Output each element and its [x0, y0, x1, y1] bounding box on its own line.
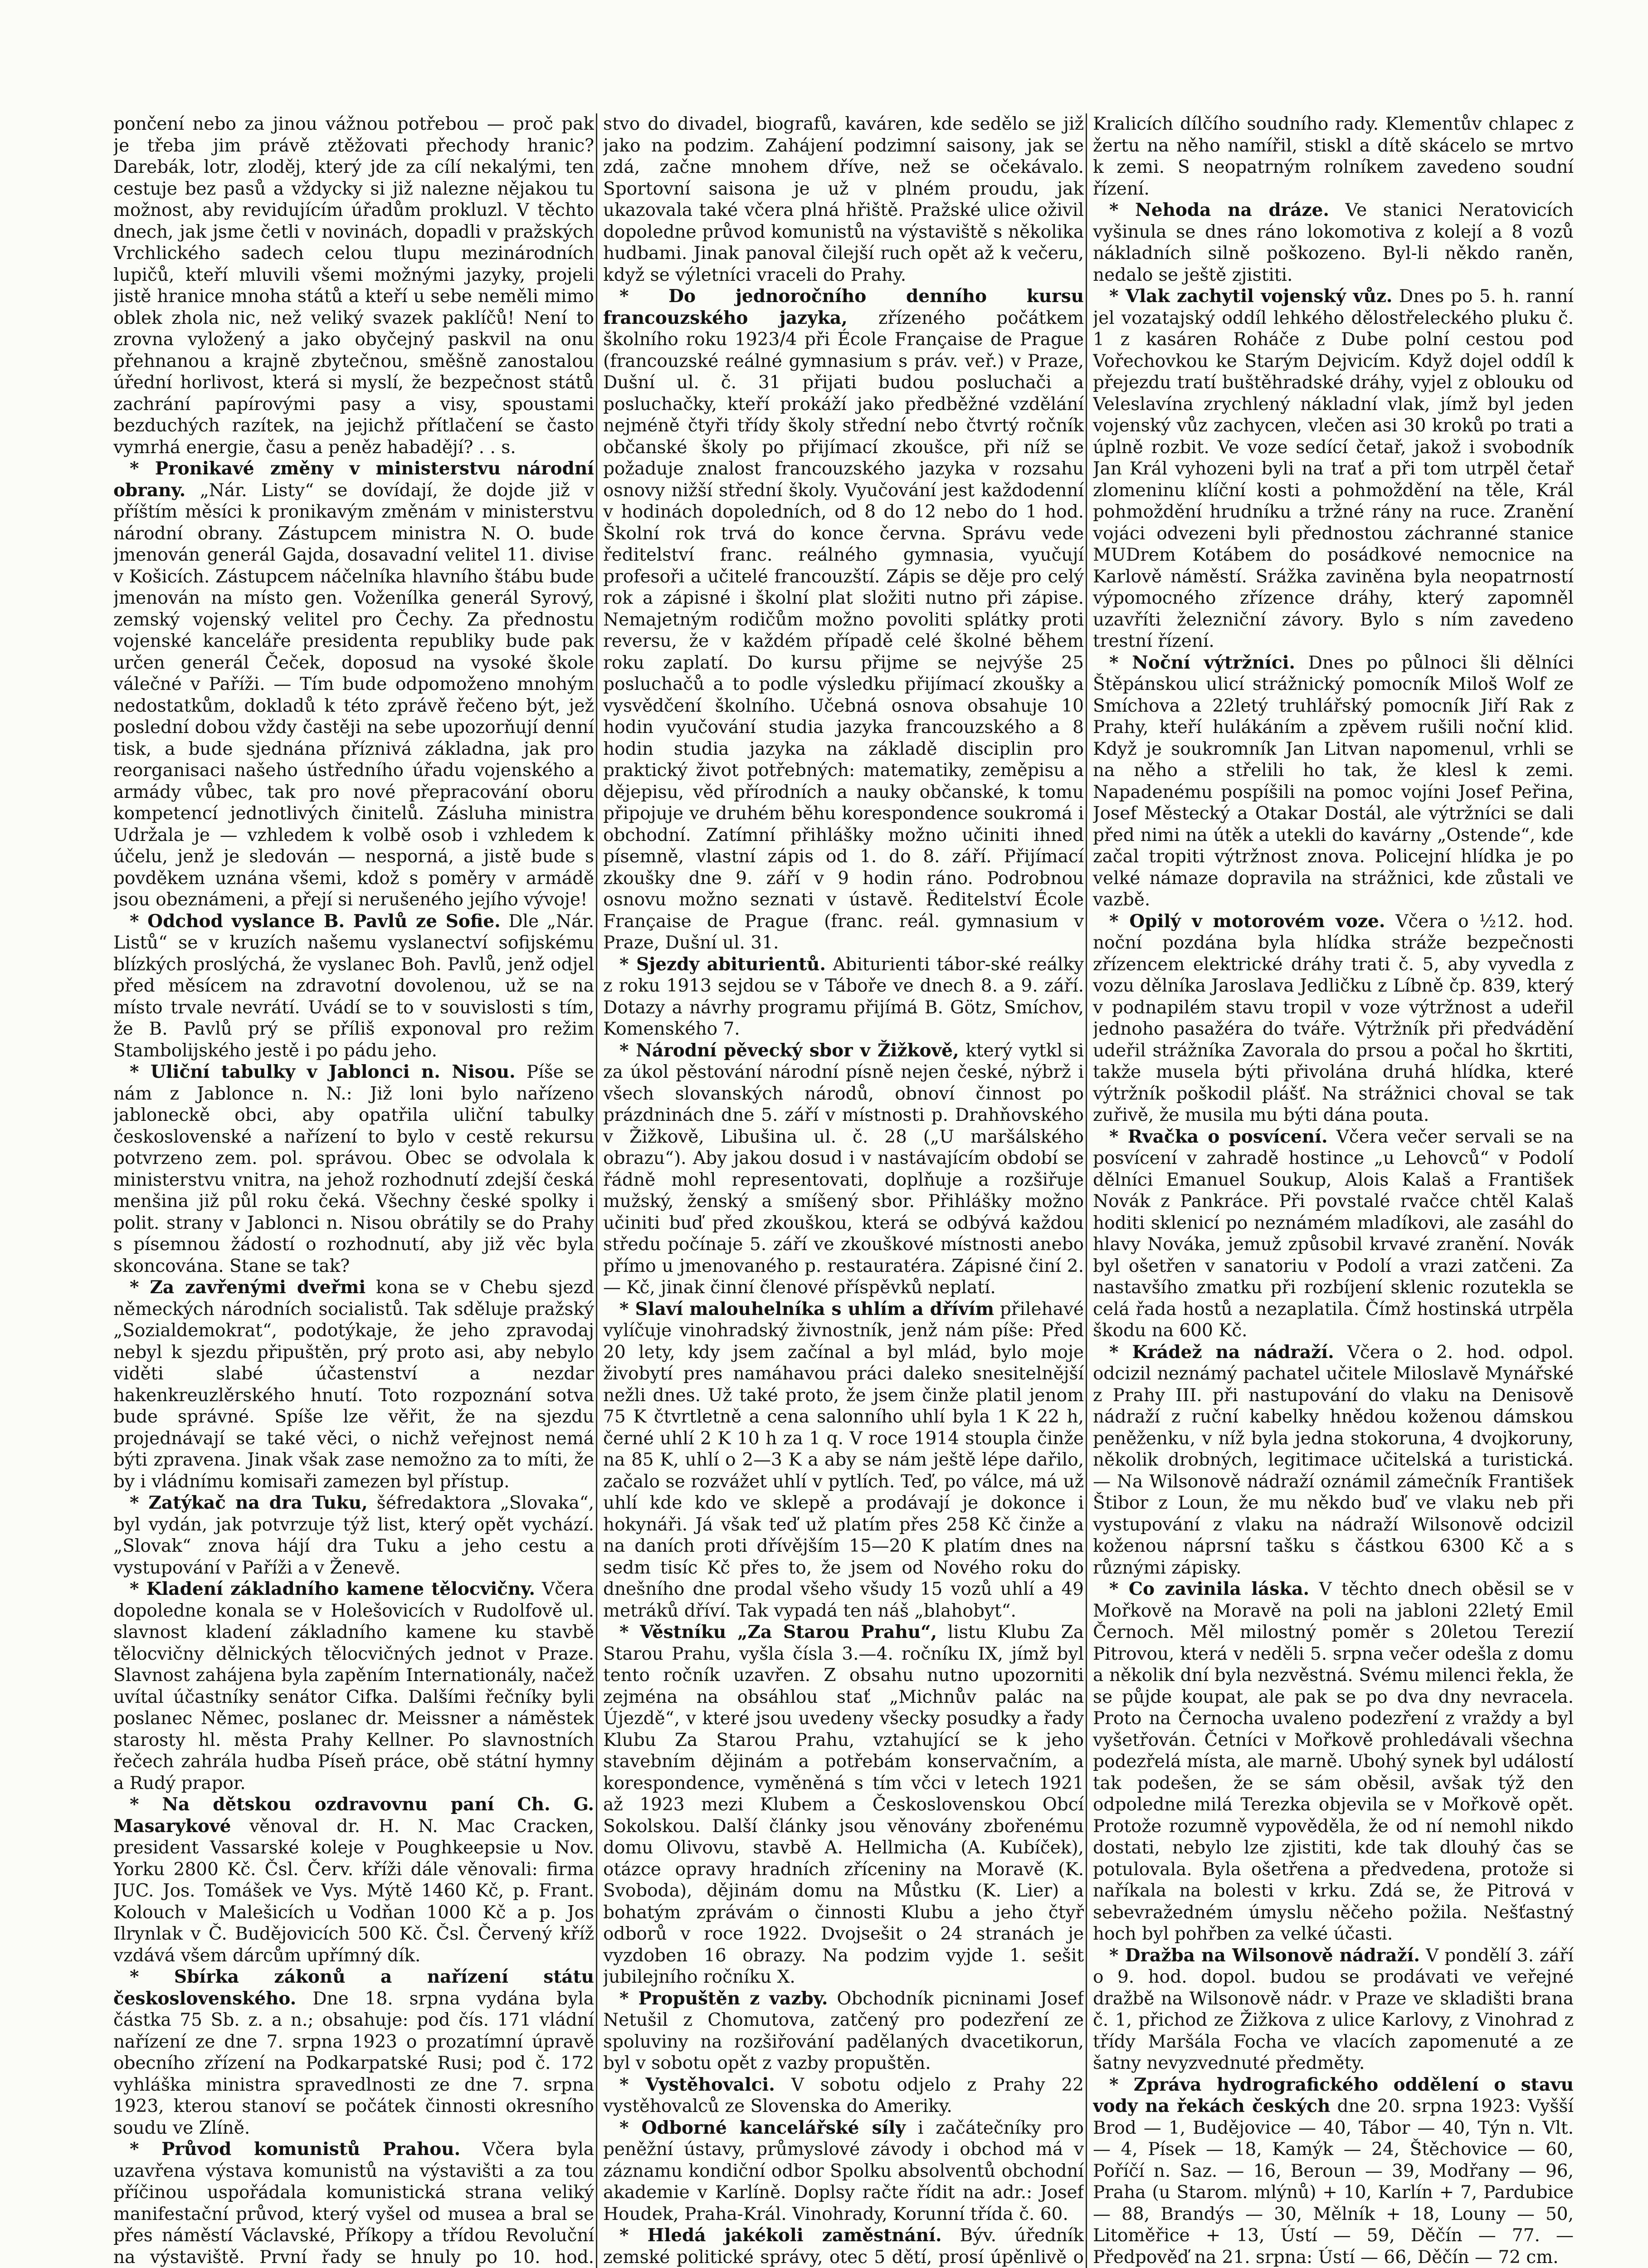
- news-item-headline: * Na dětskou ozdravovnu paní Ch. G. Masarykové: [113, 1794, 594, 1837]
- news-item: [603, 2225, 1084, 2268]
- news-item-headline: * Uliční tabulky v Jablonci n. Nisou.: [130, 1061, 516, 1082]
- column-1: [113, 113, 594, 2268]
- news-item-headline: * Do jednoročního denního kursu francouzského jazyka,: [603, 286, 1084, 328]
- news-item: [603, 1622, 1084, 1988]
- news-item-headline: * Nehoda na dráze.: [1109, 200, 1329, 220]
- news-item-body: Včera o 2. hod. odpol. odcizil neznámý pachatel učitele Miloslavě Mynářské z Prahy III. při nastupování do vlaku na Denisově nádraží z ruční kabelky hnědou koženou dámskou peněženku, v níž byla jedna stokoruna, 4 dvojkoruny, několik drobných, legitimace učitelská a turistická. — Na Wilsonově nádraží oznámil zámečník František Štibor z Loun, že mu někdo buď ve vlaku neb při vystupování z vlaku na nádraží Wilsonově odcizil koženou náprsní tašku s částkou 6300 Kč a s různými zápisky.: [1093, 1342, 1574, 1578]
- news-item-body: V těchto dnech oběsil se v Mořkově na Moravě na poli na jabloni 22letý Emil Černoch. Měl milostný poměr s 20letou Terezií Pitrovou, která v neděli 5. srpna večer odešla z domu a několik dní byla nezvěstná. Svému milenci řekla, že se půjde koupat, ale pak se po dva dny nevracela. Proto na Černocha uvaleno podezření z vraždy a byl vyšetřován. Četníci v Mořkově prohledávali všechna podezřelá místa, ale marně. Ubohý synek byl událostí tak podešen, že se sám oběsil, avšak týž den odpoledne milá Terezka objevila se v Mořkově opět. Protože rozumně vypověděla, že od ní nemohl nikdo dostati, nebylo lze zjistiti, kde tak dlouhý čas se potulovala. Byla ošetřena a předvedena, protože si naříkala na bolesti v krku. Zdá se, že Pitrová v sebevražedném úmyslu něčeho požila. Nešťastný hoch byl pohřben za velké účasti.: [1093, 1579, 1574, 1944]
- news-item-headline: * Kladení základního kamene tělocvičny.: [130, 1579, 535, 1599]
- news-item: [603, 286, 1084, 954]
- news-item: [1093, 911, 1574, 1126]
- news-item: [1093, 1126, 1574, 1342]
- news-item-body: Kralicích dílčího soudního rady. Klementův chlapec z žertu na něho namířil, stiskl a dítě skácelo se mrtvo k zemi. S neopatrným rolníkem zavedeno soudní řízení.: [1093, 114, 1574, 199]
- news-item-body: V sobotu odjelo z Prahy 22 vystěhovalců ze Slovenska do Ameriky.: [603, 2074, 1084, 2116]
- news-item-body: Včera večer servali se na posvícení v zahradě hostince „u Lehovců“ v Podolí dělníci Emanuel Soukup, Alois Kalaš a František Novák z Pankráce. Při povstalé rvačce chtěl Kalaš hoditi sklenicí po neznámém mladíkovi, ale zasáhl do hlavy Nováka, jemuž způsobil krvavé zranění. Novák byl ošetřen v sanatoriu v Podolí a vrazi zatčeni. Za nastavšího zmatku při rozbíjení sklenic rozutekla se celá řada hostů a nezaplatila. Čímž hostinská utrpěla škodu na 600 Kč.: [1093, 1126, 1574, 1341]
- news-item-body: Dne 18. srpna vydána byla částka 75 Sb. z. a n.; obsahuje: pod čís. 171 vládní nařízení ze dne 7. srpna 1923 o prozatímní úpravě obecního zřízení na Podkarpatské Rusi; pod č. 172 vyhláška ministra spravedlnosti ze dne 7. srpna 1923, kterou stanoví se počátek činnosti okresního soudu ve Zlíně.: [113, 1988, 594, 2138]
- news-item-body: Píše se nám z Jablonce n. N.: Již loni bylo nařízeno jabloneckě obci, aby opatřila uliční tabulky československé a nařízení to bylo v cestě rekursu potvrzeno zem. pol. správou. Obec se odvolala k ministerstvu vnitra, na jehož rozhodnutí zdejší česká menšina již půl roku čeká. Všechny české spolky i polit. strany v Jablonci n. Nisou obrátily se do Prahy s písemnou žádostí o rozhodnutí, aby již věc byla skoncována. Stane se tak?: [113, 1062, 594, 1276]
- news-item-body: Obchodník picninami Josef Netušil z Chomutova, zatčený pro podezření ze spoluviny na rozšiřování padělaných dvacetikorun, byl v sobotu opět z vazby propuštěn.: [603, 1988, 1084, 2073]
- news-item: [113, 1794, 594, 1966]
- column-divider: [1086, 113, 1087, 2268]
- news-item: [1093, 1945, 1574, 2074]
- column-divider: [596, 113, 597, 2268]
- news-item-headline: * Dražba na Wilsonově nádraží.: [1109, 1945, 1420, 1966]
- news-item-headline: * Rvačka o posvícení.: [1109, 1126, 1328, 1147]
- news-item: [603, 113, 1084, 286]
- news-item-headline: * Slaví malouhelníka s uhlím a dřívím: [619, 1298, 994, 1320]
- news-item: [1093, 286, 1574, 652]
- news-item-headline: * Odchod vyslance B. Pavlů ze Sofie.: [130, 910, 501, 932]
- news-item: [113, 1277, 594, 1492]
- news-item-body: stvo do divadel, biografů, kaváren, kde sedělo se již jako na podzim. Zahájení podzimní saisony, jak se zdá, začne mnohem dříve, než se očekávalo. Sportovní saisona je už v plném proudu, jak ukazovala také včera plná hřiště. Pražské ulice oživil dopoledne průvod komunistů na výstaviště s několika hudbami. Jinak panoval čilejší ruch opět až k večeru, když se výletníci vraceli do Prahy.: [603, 114, 1084, 285]
- news-item-body: i začátečníky pro peněžní ústavy, průmyslové závody i obchod má v záznamu kondiční odbor Spolku absolventů obchodní akademie v Karlíně. Doplsy račte řídit na adr.: Josef Houdek, Praha-Král. Vinohrady, Korunní třída č. 60.: [603, 2117, 1084, 2224]
- news-item: [1093, 200, 1574, 286]
- news-item: [603, 1040, 1084, 1299]
- news-item: [113, 458, 594, 911]
- news-item-body: Dnes po půlnoci šli dělníci Štěpánskou ulicí strážnický pomocník Miloš Wolf ze Smíchova a 22letý truhlářský pomocník Jiří Rak z Prahy, kteří hulákáním a zpěvem rušili noční klid. Když je soukromník Jan Litvan napomenul, vrhli se na něho a střelili ho tak, že klesl k zemi. Napadenému pospíšili na pomoc vojíni Josef Peřina, Josef Městecký a Otakar Dostál, ale výtržníci se dali před nimi na útěk a utekli do kavárny „Ostende“, kde začal tropiti výtržnost znova. Policejní hlídka je po velké námaze dopravila na strážnici, kde zůstali ve vazbě.: [1093, 652, 1574, 910]
- news-item-body: Ve stanici Neratovicích vyšinula se dnes ráno lokomotiva z kolejí a 8 vozů nákladních silně poškozeno. Byl-li někdo raněn, nedalo se ještě zjistiti.: [1093, 200, 1574, 285]
- news-item: [603, 1988, 1084, 2074]
- news-item: [1093, 113, 1574, 200]
- news-item-body: V pondělí 3. září o 9. hod. dopol. budou se prodávati ve veřejné dražbě na Wilsonově nádr. v Praze ve skladišti brana č. 1, přichod ze Žižkova z ulice Karlovy, z Vinohrad z třídy Maršála Focha ve vlacích zapomenuté a ze šatny nevyzvednuté předměty.: [1093, 1945, 1574, 2073]
- news-item: [113, 911, 594, 1062]
- news-item-body: Býv. úředník zemské politické správy, otec 5 dětí, prosí úpěnlivě o: [603, 2225, 1084, 2268]
- news-item-headline: * Odborné kancelářské síly: [619, 2117, 906, 2138]
- news-item-body: Dnes po 5. h. ranní jel vozatajský oddíl lehkého dělostřeleckého pluku č. 1 z kasáren Roháče z Dube polní cestou pod Vořechovkou ke Starým Dejvicím. Když dojel oddíl k přejezdu tratí buštěhradské dráhy, vyjel z oblouku od Veleslavína zrychlený nákladní vlak, jímž byl jeden vojenský vůz zachycen, vlečen asi 30 kroků po trati a úplně rozbit. Ve voze sedící četař, jakož i svobodník Jan Král vyhozeni byli na trať a při tom utrpěl četař zlomeninu klíční kosti a pohmoždění na těle, Král pohmoždění hrudníku a tržné rány na ruce. Zranění vojáci odvezeni byli přednostou záchranné stanice MUDrem Kotábem do posádkové nemocnice na Karlově náměstí. Srážka zaviněna byla neopatrností výpomocného zřízence dráhy, který zapomněl uzavříti železniční závory. Bylo s ním zavedeno trestní řízení.: [1093, 286, 1574, 651]
- news-item-body: listu Klubu Za Starou Prahu, vyšla čísla 3.—4. ročníku IX, jímž byl tento ročník uzavřen. Z obsahu nutno upozorniti zejména na obsáhlou stať „Michnův palác na Újezdě“, v které jsou uvedeny všecky posudky a řady Klubu Za Starou Prahu, vztahující se k jeho stavebním dějinám a potřebám konservačním, a korespondence, vyměněná s tím včci v letech 1921 až 1923 mezi Klubem a Československou Obcí Sokolskou. Další články jsou věnovány zbořenému domu Olivovu, stavbě A. Hellmicha (A. Kubíček), otázce opravy hradních zříceniny na Moravě (K. Svoboda), dějinám domu na Můstku (K. Lier) a bohatým zprávám o činnosti Klubu a jeho čtyř odborů v roce 1922. Dvojsešit o 24 stranách je vyzdoben 16 obrazy. Na podzim vyjde 1. sešit jubilejního ročníku X.: [603, 1622, 1084, 1987]
- news-item: [113, 1966, 594, 2139]
- news-item-headline: * Noční výtržníci.: [1109, 652, 1295, 673]
- news-item-body: Dle „Nár. Listů“ se v kruzích našemu vyslanectví sofijskému blízkých proslýchá, že vyslanec Boh. Pavlů, jenž odjel před měsícem na zdravotní dovolenou, už se na místo trvale nevrátí. Uvádí se to v souvislosti s tím, že B. Pavlů prý se příliš exponoval pro režim Stambolijského jestě i po pádu jeho.: [113, 911, 594, 1061]
- column-2: [603, 113, 1084, 2268]
- news-item: [113, 1579, 594, 1794]
- news-item-body: „Nár. Listy“ se dovídají, že dojde již v příštím měsíci k pronikavým změnám v ministerstvu národní obrany. Zástupcem ministra N. O. bude jmenován generál Gajda, dosavadní velitel 11. divise v Košicích. Zástupcem náčelníka hlavního štábu bude jmenován na místo gen. Voženílka generál Syrový, zemský vojenský velitel pro Čechy. Za přednostu vojenské kanceláře presidenta republiky bude pak určen generál Čeček, doposud na vysoké škole válečné v Paříži. — Tím bude odpomoženo mnohým nedostatkům, dokladů k této zprávě řečeno být, jež poslední dobou vždy častěji na sebe upozorňují denní tisk, a bude sjednána příznivá základna, jak pro reorganisaci našeho ústředního úřadu vojenského a armády vůbec, tak pro nové přepracování oboru kompetencí jednotlivých činitelů. Zásluha ministra Udržala je — vzhledem k volbě osob i vzhledem k účelu, jenž je sledován — nesporná, a jistě bude s povděkem uznána všemi, kdož s poměry v armádě jsou obeznámeni, a přejí si nerušeného jejího vývoje!: [113, 480, 594, 910]
- news-item-headline: * Vystěhovalci.: [619, 2074, 775, 2095]
- news-item: [113, 1492, 594, 1579]
- news-item-headline: * Pronikavé změny v ministerstvu národní obrany.: [113, 458, 594, 501]
- news-item: [603, 954, 1084, 1040]
- news-item: [113, 2139, 594, 2268]
- news-item-headline: * Opilý v motorovém voze.: [1109, 910, 1385, 932]
- news-item-headline: * Propuštěn z vazby.: [619, 1988, 828, 2009]
- news-item-body: Včera byla uzavřena výstava komunistů na výstavišti a za tou příčinou uspořádala komunistická strana veliký manifestační průvod, který vyšel od musea a bral se přes náměstí Václavské, Příkopy a třídou Revoluční na výstaviště. První řady se hnuly po 10. hod.: [113, 2139, 594, 2268]
- news-item-headline: * Zatýkač na dra Tuku,: [130, 1492, 368, 1513]
- news-item-body: zřízeného počátkem školního roku 1923/4 při École Française de Prague (francouzské reálné gymnasium s práv. veř.) v Praze, Dušní ul. č. 31 přijati budou posluchači a posluchačky, kteří prokáží jako předběžné vzdělání nejméně čtyři třídy školy střední nebo čtvrtý ročník občanské školy po přijímací zkoušce, při níž se požaduje znalost francouzského jazyka v rozsahu osnovy nižší střední školy. Vyučování jest každodenní v hodinách dopoledních, od 8 do 12 nebo do 1 hod. Školní rok trvá do konce června. Správu vede ředitelství franc. reálného gymnasia, vyučují profesoři a učitelé francouzští. Zápis se děje pro celý rok a zápisné i školní plat složiti nutno při zápise. Nemajetným rodičům možno povoliti splátky proti reversu, že v každém případě celé školné během roku zaplatí. Do kursu přijme se nejvýše 25 posluchačů a to podle výsledku přijímací zkoušky a vysvědčení školního. Učebná osnova obsahuje 10 hodin vyučování studia jazyka francouzského a 8 hodin studia jazyka na základě disciplin pro praktický život potřebných: matematiky, zeměpisu a dějepisu, věd přírodních a nauky občanské, k tomu připojuje ve druhém běhu korespondence soukromá i obchodní. Zatímní přihlášky možno učiniti ihned písemně, vlastní zápis od 1. do 8. září. Přijímací zkoušky dne 9. září v 9 hodin ráno. Podrobnou osnovu možno seznati v ústavě. Ředitelství École Française de Prague (franc. reál. gymnasium v Praze, Dušní ul. 31.: [603, 308, 1084, 953]
- news-item: [1093, 652, 1574, 911]
- news-item: [113, 1061, 594, 1277]
- news-item-headline: * Sjezdy abiturientů.: [619, 953, 826, 975]
- news-item-body: dne 20. srpna 1923: Vyšší Brod — 1, Budějovice — 40, Tábor — 40, Týn n. Vlt. — 4, Písek — 18, Kamýk — 24, Štěchovice — 60, Poříčí n. Saz. — 16, Beroun — 39, Modřany — 96, Praha (u Starom. mlýnů) + 10, Karlín + 7, Pardubice — 88, Brandýs — 30, Mělník + 18, Louny — 50, Litoměřice + 13, Ústí — 59, Děčín — 77. — Předpověď na 21. srpna: Ústí — 66, Děčín — 72 cm.: [1093, 2096, 1574, 2268]
- news-item: [1093, 1342, 1574, 1579]
- news-item-headline: * Hledá jakékoli zaměstnání.: [619, 2225, 942, 2246]
- news-item-body: věnoval dr. H. N. Mac Cracken, president Vassarské koleje v Poughkeepsie u Nov. Yorku 2800 Kč. Čsl. Červ. kříži dále věnovali: firma JUC. Jos. Tomášek ve Vys. Mýtě 1460 Kč, p. Frant. Kolouch v Malešicích u Vodňan 1000 Kč a p. Jos Ilrynlak v Č. Budějovicích 500 Kč. Čsl. Červený kříž vzdává všem dárcům upřímný dík.: [113, 1816, 594, 1966]
- news-item-headline: * Průvod komunistů Prahou.: [130, 2139, 461, 2160]
- news-item-body: Abiturienti tábor-ské reálky z roku 1913 sejdou se v Táboře ve dnech 8. a 9. září. Dotazy a návrhy programu přijímá B. Götz, Smíchov, Komenského 7.: [603, 954, 1084, 1039]
- news-item-headline: * Sbírka zákonů a nařízení státu československého.: [113, 1966, 594, 2009]
- news-item-headline: * Co zavinila láska.: [1109, 1579, 1310, 1599]
- news-item: [603, 2074, 1084, 2117]
- news-item-headline: * Národní pěvecký sbor v Žižkově,: [619, 1040, 959, 1061]
- news-item-body: pončení nebo za jinou vážnou potřebou — proč pak je třeba jim právě ztěžovati přechody hranic? Darebák, lotr, zloděj, který jde za cílí nekalými, ten cestuje bez pasů a vždycky si již nalezne nějakou tu možnost, aby revidujícím úřadům prokluzl. V těchto dnech, jak jsme četli v novinách, dopadli v pražských Vrchlického sadech celou tlupu mezinárodních lupičů, kteří mluvili všemi možnými jazyky, projeli jistě hranice mnoha států a kteří u sebe neměli mimo oblek zhola nic, než veliký svazek paklíčů! Není to zrovna vyložený a jako obyčejný paskvil na onu přehnanou a krajně zbytečnou, směšně zanostalou úřední horlivost, která si myslí, že bezpečnost států zachrání papírovými pasy a visy, spoustami bezduchých razítek, na jejichž přítlačení se často vymrhá energie, času a peněz habadějí? . . s.: [113, 114, 594, 458]
- news-item: [603, 1299, 1084, 1622]
- news-item-body: přilehavé vylíčuje vinohradský živnostník, jenž nám píše: Před 20 lety, kdy jsem začínal a byl mlád, bylo moje živobytí pres namáhavou práci daleko snesitelnější nežli dnes. Už také proto, že jsem činže platil jenom 75 K čtvrtletně a cena salonního uhlí byla 1 K 22 h, černé uhlí 2 K 10 h za 1 q. V roce 1914 stoupla činže na 85 K, uhlí o 2—3 K a aby se nám ještě lépe dařilo, začalo se rozvážet uhlí v pytlích. Teď, po válce, má už uhlí kde kdo ve sklepě a prodávají je dokonce i hokynáři. Já však teď už platím přes 258 Kč činže a na daních proti dřívějším 15—20 K platím dnes na sedm tisíc Kč přes to, že jsem od Nového roku do dnešního dne prodal všeho všudy 15 vozů uhlí a 49 metráků dříví. Tak vypadá ten náš „blahobyt“.: [603, 1299, 1084, 1621]
- news-item-body: Včera dopoledne konala se v Holešovicích v Rudolfově ul. slavnost kladení základního kamene ku stavbě tělocvičny dělnických tělocvičných jednot v Praze. Slavnost zahájena byla zapěním Internationály, načež uvítal účastníky senátor Cifka. Dalšími řečníky byli poslanec Němec, poslanec dr. Meissner a náměstek starosty hl. města Prahy Kellner. Po slavnostních řečech zahrála hudba Píseň práce, obě státní hymny a Rudý prapor.: [113, 1579, 594, 1794]
- news-item-body: kona se v Chebu sjezd německých národních socialistů. Tak sděluje pražský „Sozialdemokrat“, podotýkaje, že jeho zpravodaj nebyl k sjezdu připuštěn, prý proto asi, aby nebylo viděti slabé účastenství a nezdar hakenkreuzlěrského hnutí. Toto rozpoznání sotva bude správné. Spíše lze věřit, že na sjezdu projednávají se také věci, o nichž veřejnost nemá býti zpravena. Jinak však zase nemožno za to míti, že by i vládnímu komisaři zamezen byl přístup.: [113, 1277, 594, 1492]
- news-item: [603, 2117, 1084, 2225]
- news-item-headline: * Vlak zachytil vojenský vůz.: [1109, 286, 1393, 307]
- news-item-body: který vytkl si za úkol pěstování národní písně nejen české, nýbrž i všech slovanských národů, obnoví činnost po prázdninách dne 5. září v místnosti p. Drahňovského v Žižkově, Libušina ul. č. 28 („U maršálského obrazu“). Aby jakou dosud i v nastávajícím období se řádně mohl representovati, doplňuje a rozšiřuje mužský, ženský a smíšený sbor. Přihlášky možno učiniti buď před zkouškou, která se odbývá každou středu počínaje 5. září ve zkouškové místnosti anebo přímo u jmenovaného p. restauratéra. Zápisné činí 2.— Kč, jinak činní členové příspěvků neplatí.: [603, 1040, 1084, 1298]
- news-item-body: Včera o ½12. hod. noční pozdána byla hlídka stráže bezpečnosti zřízencem elektrické dráhy trati č. 5, aby vyvedla z vozu dělníka Jaroslava Jedličku z Líbně čp. 839, který v podnapilém stavu tropil v voze výtržnost a udeřil jednoho pasažéra do tváře. Výtržník při předvádění udeřil strážníka Zavorala do prsou a počal ho škrtiti, takže musela býti přivolána druhá hlídka, které výtržník poškodil plášť. Na strážnici choval se tak zuřivě, že musila mu býti dána pouta.: [1093, 911, 1574, 1125]
- column-3: [1093, 113, 1574, 2268]
- news-item-headline: * Věstníku „Za Starou Prahu“,: [619, 1622, 937, 1642]
- news-item-headline: * Zpráva hydrografického oddělení o stavu vody na řekách českých: [1093, 2074, 1574, 2116]
- news-item: [1093, 1579, 1574, 1945]
- news-item-headline: * Za zavřenými dveřmi: [130, 1277, 366, 1298]
- news-item-headline: * Krádež na nádraží.: [1109, 1341, 1334, 1363]
- news-item-body: šéfredaktora „Slovaka“, byl vydán, jak potvrzuje týž list, který opět vychází. „Slovak“ znova hájí dra Tuku a jeho cestu a vystupování v Paříži a v Ženevě.: [113, 1493, 594, 1578]
- news-item: [1093, 2074, 1574, 2268]
- news-item: [113, 113, 594, 458]
